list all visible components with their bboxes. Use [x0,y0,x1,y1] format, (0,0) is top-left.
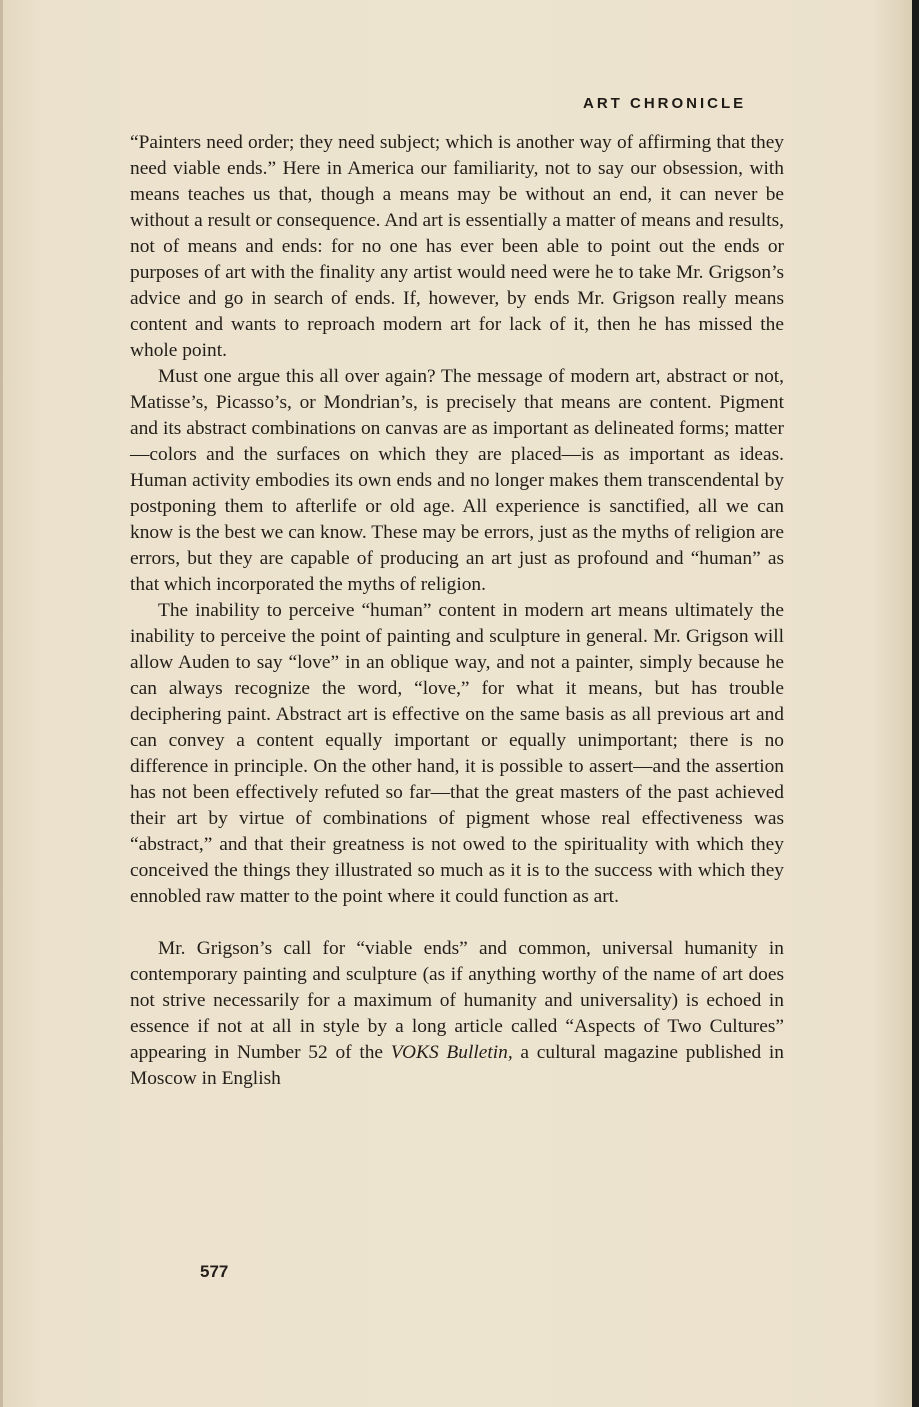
page-left-edge [0,0,3,1407]
paragraph: The inability to perceive “human” content in modern art means ultimately the inability to perceive the point of painting and sculpture in general. Mr. Grigson will allow Auden to say “love” in an oblique way, and not a painter, simply because he can always recognize the word, “love,” for what it means, but has trouble deciphering paint. Abstract art is effective on the same basis as all previous art and can convey a content equally important or equally unimportant; there is no difference in principle. On the other hand, it is possible to assert—and the assertion has not been effectively refuted so far—that the great masters of the past achieved their art by virtue of combinations of pigment whose real effectiveness was “abstract,” and that their greatness is not owed to the spirituality with which they conceived the things they illustrated so much as it is to the success with which they ennobled raw matter to the point where it could function as art. [130,600,784,907]
paragraph-final [130,936,784,1092]
running-head: ART CHRONICLE [583,95,747,112]
page-number: 577 [200,1262,229,1281]
paragraph: Must one argue this all over again? The message of modern art, abstract or not, Matisse’s, Picasso’s, or Mondrian’s, is precisely that means are content. Pigment and its abstract combinations on canvas are as important as delineated forms; matter—colors and the surfaces on which they are placed—is as important as ideas. Human activity embodies its own ends and no longer makes them transcendental by postponing them to afterlife or old age. All experience is sanctified, all we can know is the best we can know. These may be errors, just as the myths of religion are errors, but they are capable of producing an art just as profound and “human” as that which incorporated the myths of religion. [130,366,784,595]
publication-title: VOKS Bulletin, [390,1042,513,1063]
paragraph-text-segment: Mr. Grigson’s call for “viable ends” and common, universal humanity in contemporary painting and sculpture (as if anything worthy of the name of art does not strive necessarily for a maximum of humanity and universality) is echoed in essence if not at all in style by a long article called “Aspects of Two Cultures” appearing in Number 52 of the [130,938,784,1063]
book-spine-edge [912,0,919,1407]
body-text [130,130,784,1092]
paragraph: “Painters need order; they need subject; which is another way of affirming that they need viable ends.” Here in America our familiarity, not to say our obsession, with means teaches us that, though a means may be without an end, it can never be without a result or consequence. And art is essentially a matter of means and results, not of means and ends: for no one has ever been able to point out the ends or purposes of art with the finality any artist would need were he to take Mr. Grigson’s advice and go in search of ends. If, however, by ends Mr. Grigson really means content and wants to reproach modern art for lack of it, then he has missed the whole point. [130,132,784,361]
paragraph-text-segment: a cultural magazine published in Moscow in English [130,1042,784,1089]
